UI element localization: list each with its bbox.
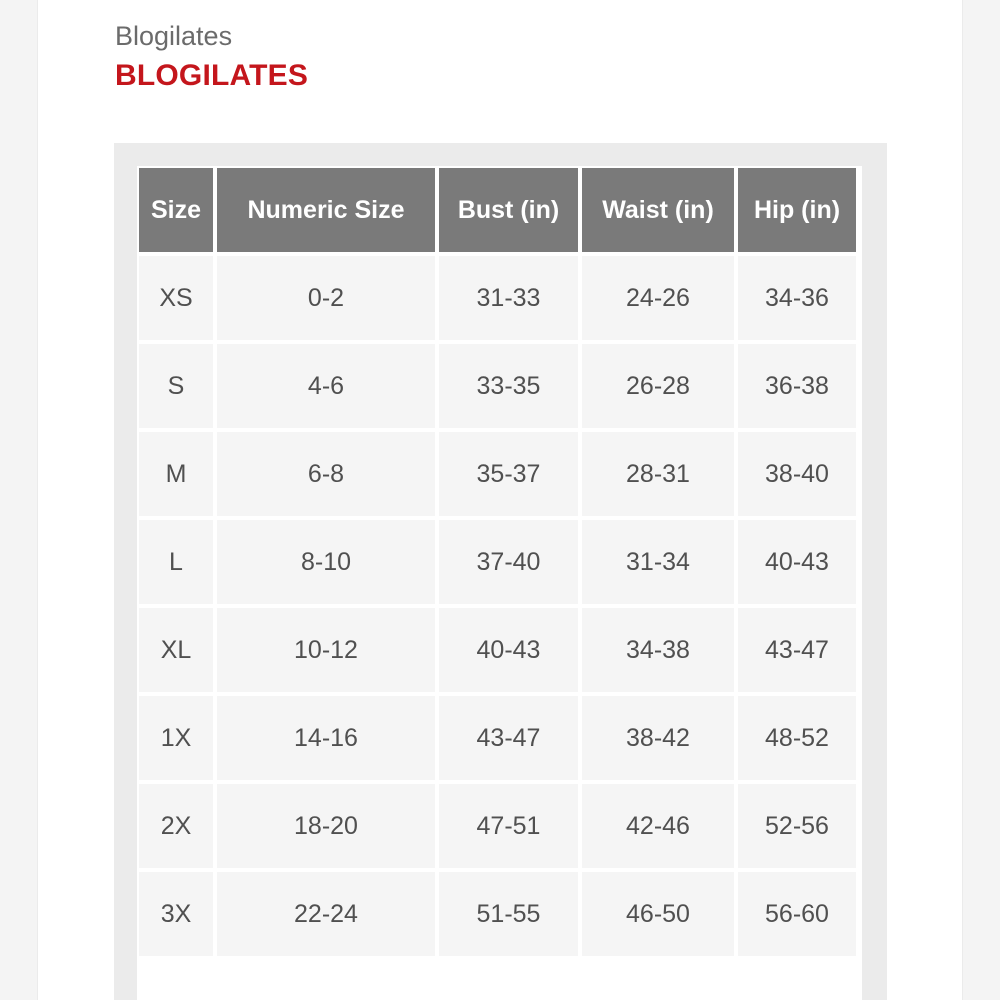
table-row xyxy=(139,344,856,428)
cell-numeric-size: 4-6 xyxy=(217,344,435,428)
cell-hip: 43-47 xyxy=(738,608,856,692)
brand-subtitle: Blogilates xyxy=(115,21,233,51)
content-card xyxy=(37,0,963,1000)
table-row xyxy=(139,608,856,692)
cell-hip: 56-60 xyxy=(738,872,856,956)
cell-waist: 38-42 xyxy=(582,696,734,780)
cell-bust: 51-55 xyxy=(439,872,578,956)
table-row xyxy=(139,256,856,340)
cell-numeric-size: 10-12 xyxy=(217,608,435,692)
cell-waist: 24-26 xyxy=(582,256,734,340)
cell-numeric-size: 6-8 xyxy=(217,432,435,516)
cell-waist: 28-31 xyxy=(582,432,734,516)
cell-size: 2X xyxy=(139,784,213,868)
header-size: Size xyxy=(139,168,213,252)
header-bust: Bust (in) xyxy=(439,168,578,252)
cell-numeric-size: 22-24 xyxy=(217,872,435,956)
cell-numeric-size: 0-2 xyxy=(217,256,435,340)
cell-numeric-size: 14-16 xyxy=(217,696,435,780)
cell-size: XL xyxy=(139,608,213,692)
size-chart-container xyxy=(137,166,862,1000)
cell-bust: 43-47 xyxy=(439,696,578,780)
table-row xyxy=(139,872,856,956)
cell-waist: 31-34 xyxy=(582,520,734,604)
cell-size: S xyxy=(139,344,213,428)
table-row xyxy=(139,432,856,516)
size-chart-frame xyxy=(114,143,887,1000)
cell-bust: 40-43 xyxy=(439,608,578,692)
cell-bust: 31-33 xyxy=(439,256,578,340)
cell-hip: 52-56 xyxy=(738,784,856,868)
cell-waist: 46-50 xyxy=(582,872,734,956)
cell-bust: 33-35 xyxy=(439,344,578,428)
cell-size: XS xyxy=(139,256,213,340)
cell-hip: 40-43 xyxy=(738,520,856,604)
table-row xyxy=(139,784,856,868)
brand-title[interactable]: BLOGILATES xyxy=(115,59,309,92)
cell-hip: 48-52 xyxy=(738,696,856,780)
cell-waist: 34-38 xyxy=(582,608,734,692)
cell-size: 3X xyxy=(139,872,213,956)
cell-numeric-size: 18-20 xyxy=(217,784,435,868)
cell-bust: 37-40 xyxy=(439,520,578,604)
cell-size: M xyxy=(139,432,213,516)
header-numeric-size: Numeric Size xyxy=(217,168,435,252)
cell-hip: 38-40 xyxy=(738,432,856,516)
header-hip: Hip (in) xyxy=(738,168,856,252)
cell-size: 1X xyxy=(139,696,213,780)
cell-waist: 42-46 xyxy=(582,784,734,868)
header-waist: Waist (in) xyxy=(582,168,734,252)
table-row xyxy=(139,696,856,780)
cell-size: L xyxy=(139,520,213,604)
cell-bust: 35-37 xyxy=(439,432,578,516)
cell-hip: 34-36 xyxy=(738,256,856,340)
cell-hip: 36-38 xyxy=(738,344,856,428)
table-header-row xyxy=(139,168,856,252)
cell-waist: 26-28 xyxy=(582,344,734,428)
cell-bust: 47-51 xyxy=(439,784,578,868)
cell-numeric-size: 8-10 xyxy=(217,520,435,604)
size-chart-table xyxy=(135,164,860,960)
table-row xyxy=(139,520,856,604)
